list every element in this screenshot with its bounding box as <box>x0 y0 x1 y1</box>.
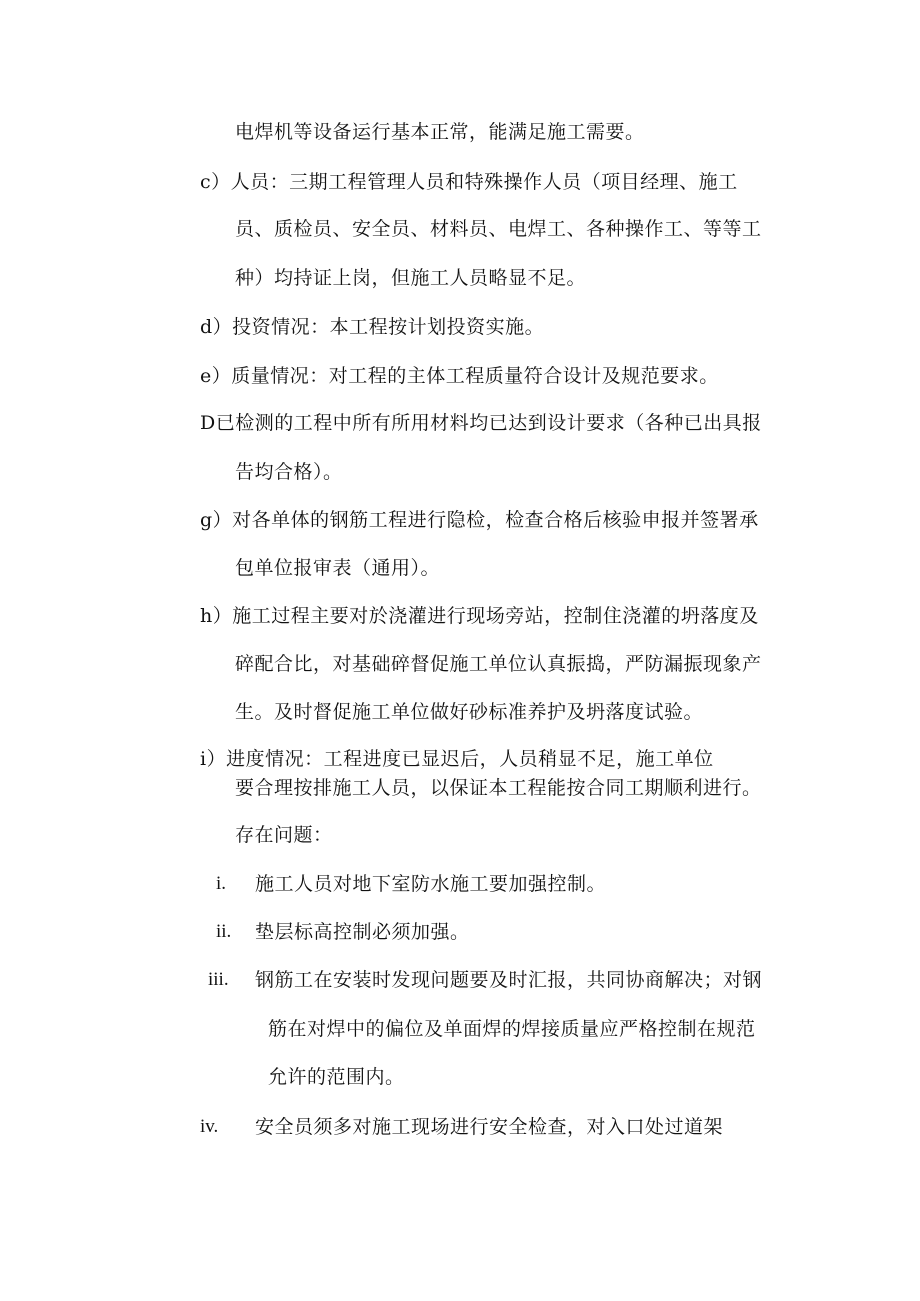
paragraph-line: d）投资情况：本工程按计划投资实施。 <box>200 316 545 338</box>
paragraph-line: i）进度情况：工程进度已显迟后，人员稍显不足，施工单位 <box>200 748 714 770</box>
list-item-line: 施工人员对地下室防水施工要加强控制。 <box>255 873 607 895</box>
paragraph-line: 要合理按排施工人员，以保证本工程能按合同工期顺利进行。 <box>235 777 762 799</box>
paragraph-line: 电焊机等设备运行基本正常，能满足施工需要。 <box>235 121 645 143</box>
paragraph-line: D已检测的工程中所有所用材料均已达到设计要求（各种已出具报 <box>200 412 762 434</box>
paragraph-line: 生。及时督促施工单位做好砂标准养护及坍落度试验。 <box>235 701 704 723</box>
section-heading: 存在问题： <box>235 824 333 846</box>
list-marker: ii. <box>216 921 232 942</box>
paragraph-line: 告均合格）。 <box>235 461 343 483</box>
list-item-line: 安全员须多对施工现场进行安全检查，对入口处过道架 <box>255 1116 724 1138</box>
paragraph-line: c）人员：三期工程管理人员和特殊操作人员（项目经理、施工 <box>200 171 738 193</box>
list-item-line: 允许的范围内。 <box>268 1066 405 1088</box>
list-item-line: 钢筋工在安装时发现问题要及时汇报，共同协商解决；对钢 <box>255 969 763 991</box>
list-item-line: 筋在对焊中的偏位及单面焊的焊接质量应严格控制在规范 <box>268 1018 756 1040</box>
paragraph-line: 种）均持证上岗，但施工人员略显不足。 <box>235 267 587 289</box>
list-marker: iv. <box>200 1116 219 1137</box>
paragraph-line: g）对各单体的钢筋工程进行隐检，检查合格后核验申报并签署承 <box>200 509 759 531</box>
paragraph-line: 碎配合比，对基础碎督促施工单位认真振捣，严防漏振现象产 <box>235 653 762 675</box>
paragraph-line: e）质量情况：对工程的主体工程质量符合设计及规范要求。 <box>200 365 719 387</box>
paragraph-line: h）施工过程主要对於浇灌进行现场旁站，控制住浇灌的坍落度及 <box>200 605 759 627</box>
paragraph-line: 包单位报审表（通用）。 <box>235 557 441 579</box>
list-item-line: 垫层标高控制必须加强。 <box>255 921 470 943</box>
paragraph-line: 员、质检员、安全员、材料员、电焊工、各种操作工、等等工 <box>235 218 762 240</box>
list-marker: iii. <box>208 969 229 990</box>
list-marker: i. <box>216 873 227 894</box>
